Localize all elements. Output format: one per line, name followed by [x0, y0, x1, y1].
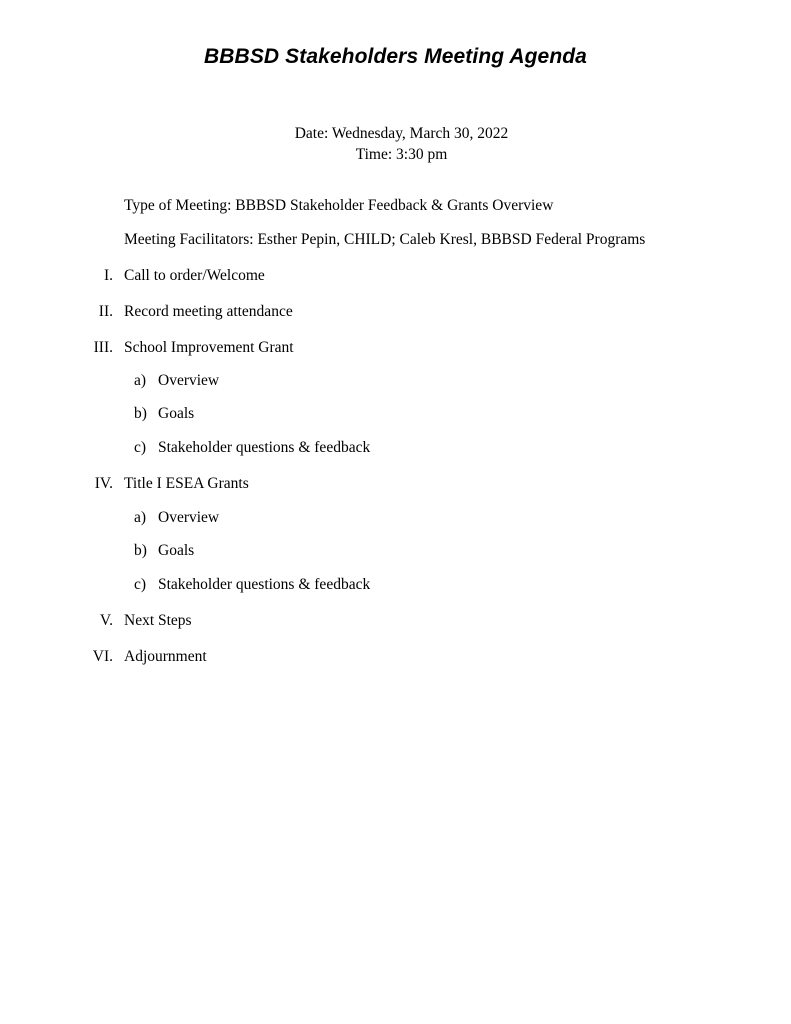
agenda-subitem [134, 576, 371, 596]
agenda-subitem-letter: c) [134, 439, 147, 456]
agenda-item-2 [98, 303, 293, 323]
agenda-subitem-text: Stakeholder questions & feedback [158, 439, 371, 456]
agenda-item-number: II. [98, 303, 113, 320]
meeting-date: Date: Wednesday, March 30, 2022 [294, 125, 509, 142]
agenda-item-text: Record meeting attendance [124, 303, 293, 320]
agenda-subitem-letter: a) [134, 372, 147, 389]
agenda-subitem-text: Overview [158, 372, 220, 389]
agenda-item-text: Next Steps [124, 612, 192, 629]
agenda-subitem-letter: b) [134, 542, 147, 559]
agenda-item-number: IV. [94, 475, 113, 492]
agenda-item-text: School Improvement Grant [124, 339, 294, 356]
agenda-subitem-letter: b) [134, 405, 147, 422]
meeting-time: Time: 3:30 pm [355, 146, 448, 163]
agenda-subitem-letter: c) [134, 576, 147, 593]
agenda-item-text: Call to order/Welcome [124, 267, 265, 284]
agenda-item-5 [99, 612, 192, 632]
agenda-item-number: VI. [92, 648, 113, 665]
agenda-item-1 [103, 267, 265, 287]
agenda-item-6 [92, 648, 207, 668]
agenda-subitem-text: Goals [158, 405, 195, 422]
agenda-item-number: V. [99, 612, 113, 629]
agenda-subitem [134, 439, 371, 459]
agenda-subitem [134, 405, 195, 425]
agenda-item-4 [94, 475, 249, 495]
agenda-subitem-text: Stakeholder questions & feedback [158, 576, 371, 593]
agenda-subitem-letter: a) [134, 509, 147, 526]
agenda-item-number: I. [103, 267, 113, 284]
meeting-type: Type of Meeting: BBBSD Stakeholder Feedback & Grants Overview [124, 197, 554, 214]
agenda-subitem [134, 542, 195, 562]
agenda-item-text: Adjournment [124, 648, 207, 665]
agenda-subitem [134, 509, 220, 529]
agenda-subitem [134, 372, 220, 392]
agenda-item-3 [93, 339, 294, 359]
agenda-item-number: III. [93, 339, 113, 356]
agenda-subitem-text: Overview [158, 509, 220, 526]
meeting-facilitators: Meeting Facilitators: Esther Pepin, CHILD; Caleb Kresl, BBBSD Federal Programs [124, 231, 646, 248]
document-title: BBBSD Stakeholders Meeting Agenda [204, 45, 587, 68]
agenda-subitem-text: Goals [158, 542, 195, 559]
agenda-item-text: Title I ESEA Grants [124, 475, 249, 492]
